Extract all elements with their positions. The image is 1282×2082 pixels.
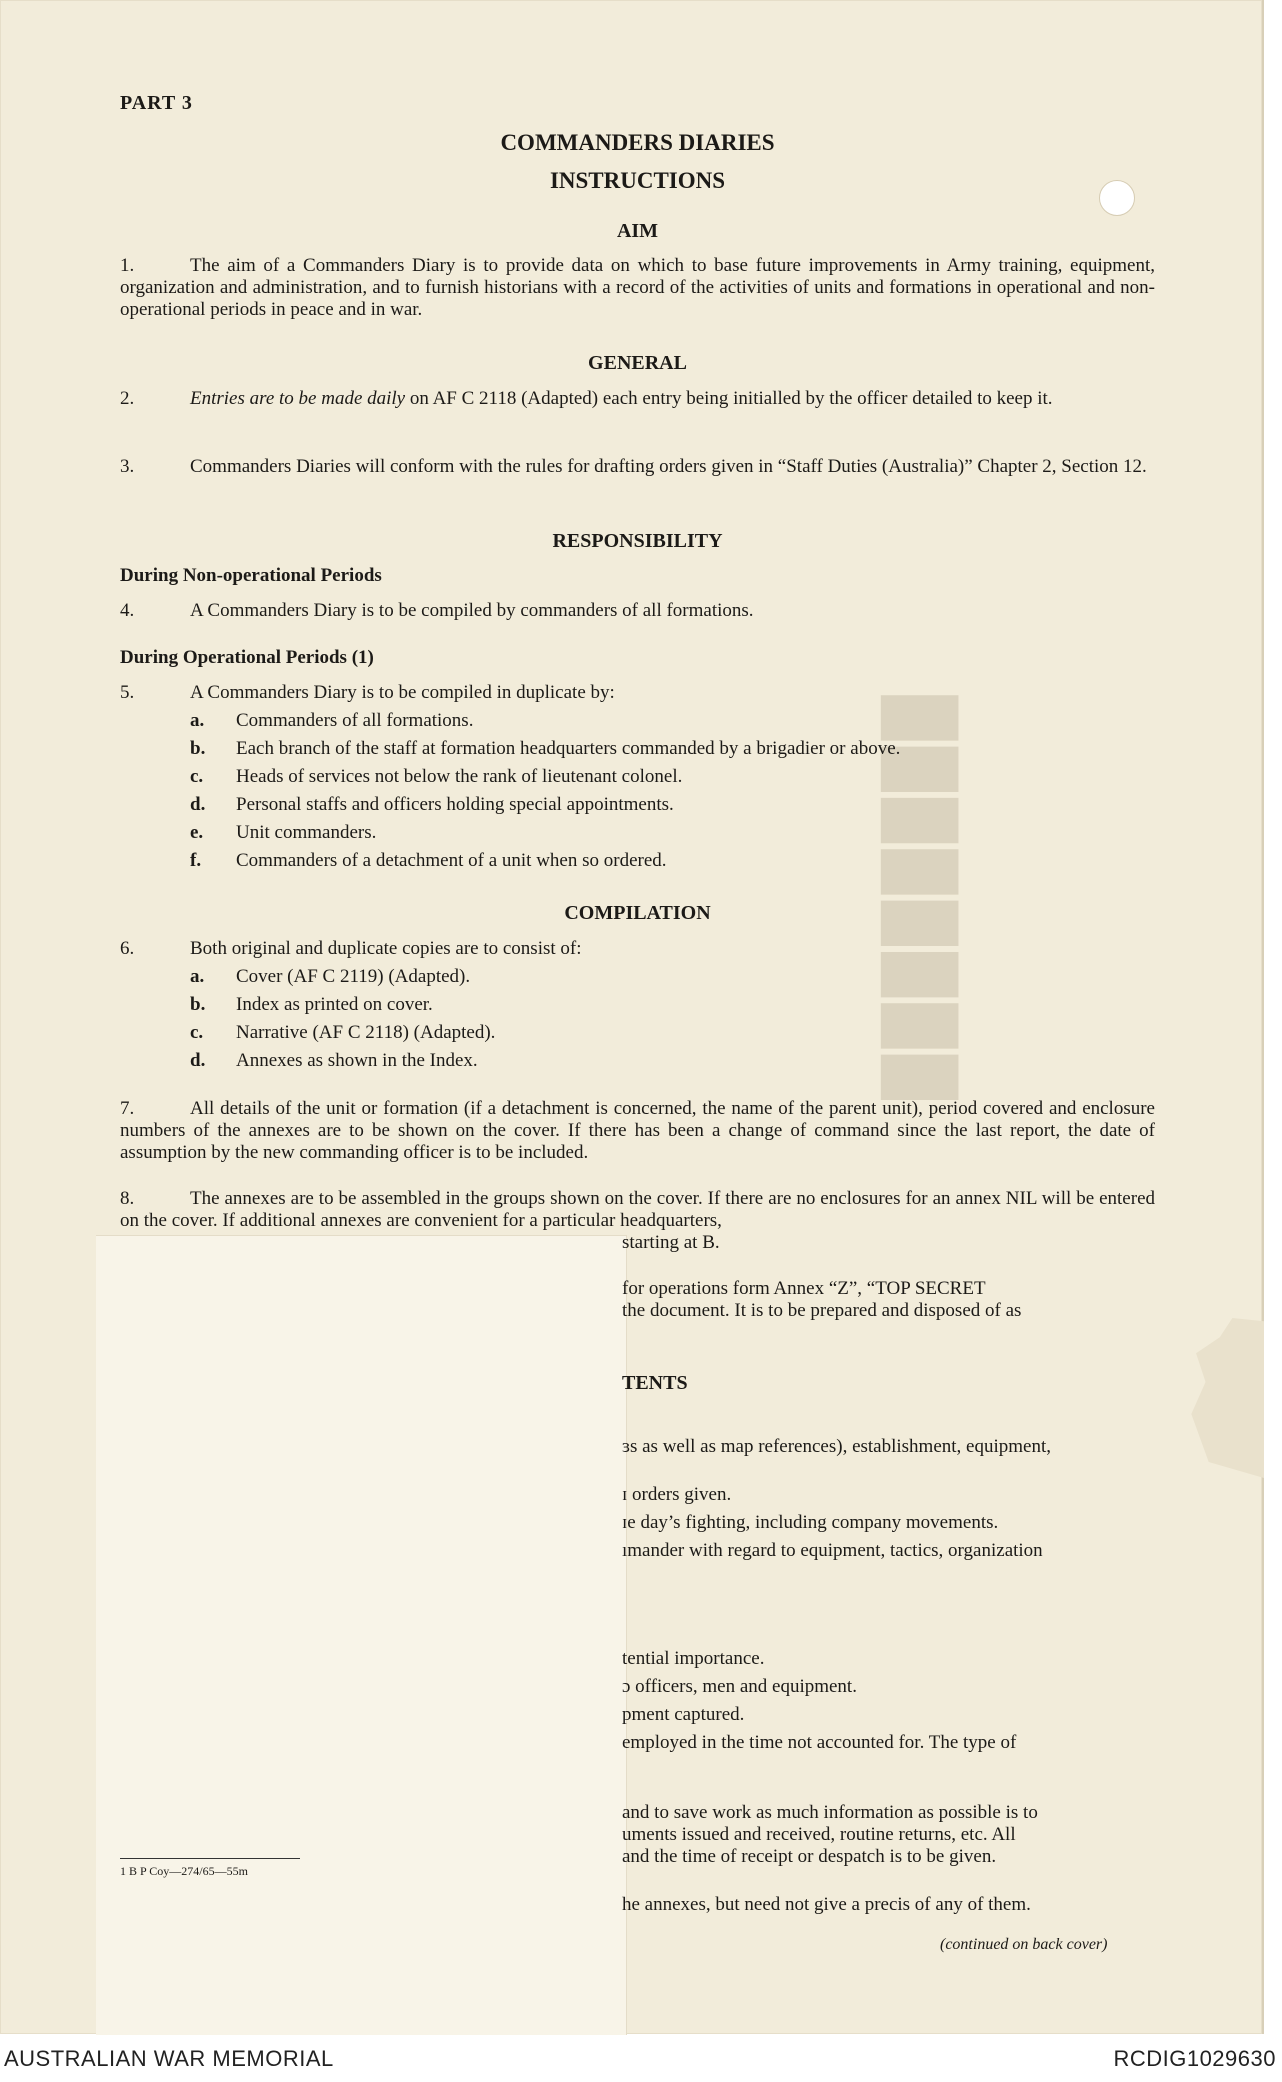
text-fragment: and to save work as much information as possible is to xyxy=(622,1802,1038,1823)
part-label: PART 3 xyxy=(120,92,193,114)
list-text: Each branch of the staff at formation headquarters commanded by a brigadier or above. xyxy=(236,738,901,759)
paragraph-6 xyxy=(120,938,1155,960)
print-code-rule xyxy=(120,1858,300,1859)
responsibility-heading: RESPONSIBILITY xyxy=(552,530,723,552)
text-fragment: and the time of receipt or despatch is to be given. xyxy=(622,1846,997,1867)
paragraph-text: Commanders Diaries will conform with the rules for drafting orders given in “Staff Duties (Australia)” Chapter 2, Section 12. xyxy=(190,456,1147,477)
paragraph-emphasis: Entries are to be made daily xyxy=(190,388,406,409)
text-fragment: pment captured. xyxy=(622,1704,745,1725)
list-item xyxy=(190,738,900,760)
list-item xyxy=(190,1050,478,1072)
text-fragment: ɪe day’s fighting, including company movements. xyxy=(622,1512,999,1533)
paragraph-2 xyxy=(120,388,1155,410)
list-letter: c. xyxy=(190,1022,204,1043)
list-text: Unit commanders. xyxy=(236,822,377,843)
list-text: Cover (AF C 2119) (Adapted). xyxy=(236,966,471,987)
paragraph-text: All details of the unit or formation (if a detachment is concerned, the name of the parent unit), period covered and enclosure numbers of the annexes are to be shown on the cover. If there has been a change of command since the last report, the date of assumption by the new commanding officer is to be included. xyxy=(120,1098,1155,1163)
text-fragment: he annexes, but need not give a precis of any of them. xyxy=(622,1894,1031,1915)
text-fragment: ımander with regard to equipment, tactics, organization xyxy=(622,1540,1043,1561)
list-item xyxy=(190,994,433,1016)
paragraph-number: 4. xyxy=(120,600,135,621)
text-fragment: starting at B. xyxy=(622,1232,720,1253)
torn-corner xyxy=(1185,1318,1264,1478)
list-item xyxy=(190,850,667,872)
list-letter: c. xyxy=(190,766,204,787)
list-text: Index as printed on cover. xyxy=(236,994,433,1015)
list-letter: f. xyxy=(190,850,202,871)
print-code: 1 B P Coy—274/65—55m xyxy=(120,1864,248,1878)
paragraph-text: A Commanders Diary is to be compiled by commanders of all formations. xyxy=(190,600,754,621)
text-fragment-heading: TENTS xyxy=(622,1372,688,1394)
paragraph-number: 6. xyxy=(120,938,135,959)
paragraph-7 xyxy=(120,1098,1155,1164)
paragraph-1 xyxy=(120,255,1155,321)
paragraph-number: 7. xyxy=(120,1098,135,1119)
text-fragment: employed in the time not accounted for. The type of xyxy=(622,1732,1017,1753)
text-fragment: the document. It is to be prepared and disposed of as xyxy=(622,1300,1022,1321)
paragraph-text: Both original and duplicate copies are to consist of: xyxy=(190,938,582,959)
list-text: Heads of services not below the rank of lieutenant colonel. xyxy=(236,766,683,787)
list-text: Annexes as shown in the Index. xyxy=(236,1050,478,1071)
paragraph-8 xyxy=(120,1188,1155,1234)
list-item xyxy=(190,822,376,844)
paragraph-text: The aim of a Commanders Diary is to provide data on which to base future improvements in Army training, equipment, organization and administration, and to furnish historians with a record of the activities of units and formations in operational and non-operational periods in peace and in war. xyxy=(120,255,1155,320)
paragraph-text: A Commanders Diary is to be compiled in duplicate by: xyxy=(190,682,615,703)
text-fragment: for operations form Annex “Z”, “TOP SECRET xyxy=(622,1278,986,1299)
list-letter: d. xyxy=(190,1050,206,1071)
list-letter: e. xyxy=(190,822,204,843)
paragraph-number: 2. xyxy=(120,388,135,409)
paragraph-3 xyxy=(120,456,1155,478)
list-letter: a. xyxy=(190,966,205,987)
aim-heading: AIM xyxy=(616,220,659,242)
list-letter: d. xyxy=(190,794,206,815)
list-item xyxy=(190,966,470,988)
overlapping-sheet xyxy=(96,1235,627,2035)
compilation-heading: COMPILATION xyxy=(564,902,711,924)
paragraph-4 xyxy=(120,600,1155,622)
paragraph-number: 1. xyxy=(120,255,135,276)
paragraph-text: on AF C 2118 (Adapted) each entry being initialled by the officer detailed to keep it. xyxy=(405,388,1053,409)
archive-id: RCDIG1029630 xyxy=(1113,2046,1276,2071)
list-text: Commanders of all formations. xyxy=(236,710,474,731)
paragraph-5 xyxy=(120,682,1155,704)
paragraph-number: 8. xyxy=(120,1188,135,1209)
list-text: Personal staffs and officers holding special appointments. xyxy=(236,794,674,815)
list-letter: b. xyxy=(190,738,206,759)
list-letter: a. xyxy=(190,710,205,731)
subheading-non-operational: During Non-operational Periods xyxy=(120,565,382,586)
list-item xyxy=(190,766,682,788)
text-fragment: ɪ orders given. xyxy=(622,1484,732,1505)
list-letter: b. xyxy=(190,994,206,1015)
page-title: COMMANDERS DIARIES xyxy=(500,130,775,155)
continued-note: (continued on back cover) xyxy=(940,1936,1108,1953)
paragraph-number: 5. xyxy=(120,682,135,703)
page-subtitle: INSTRUCTIONS xyxy=(549,168,726,193)
text-fragment: uments issued and received, routine returns, etc. All xyxy=(622,1824,1016,1845)
archive-credit: AUSTRALIAN WAR MEMORIAL xyxy=(4,2046,334,2071)
text-fragment: tential importance. xyxy=(622,1648,765,1669)
list-text: Commanders of a detachment of a unit when so ordered. xyxy=(236,850,667,871)
list-item xyxy=(190,710,473,732)
show-through-text: ████████ xyxy=(881,689,953,1100)
paragraph-number: 3. xyxy=(120,456,135,477)
text-fragment: ɔ officers, men and equipment. xyxy=(622,1676,857,1697)
list-item xyxy=(190,794,674,816)
general-heading: GENERAL xyxy=(588,352,687,374)
text-fragment: ɜs as well as map references), establishment, equipment, xyxy=(622,1436,1052,1457)
subheading-operational: During Operational Periods (1) xyxy=(120,647,374,668)
paragraph-text: The annexes are to be assembled in the groups shown on the cover. If there are no enclosures for an annex NIL will be entered on the cover. If additional annexes are convenient for a particular headquarters, xyxy=(120,1188,1155,1231)
list-text: Narrative (AF C 2118) (Adapted). xyxy=(236,1022,496,1043)
list-item xyxy=(190,1022,495,1044)
